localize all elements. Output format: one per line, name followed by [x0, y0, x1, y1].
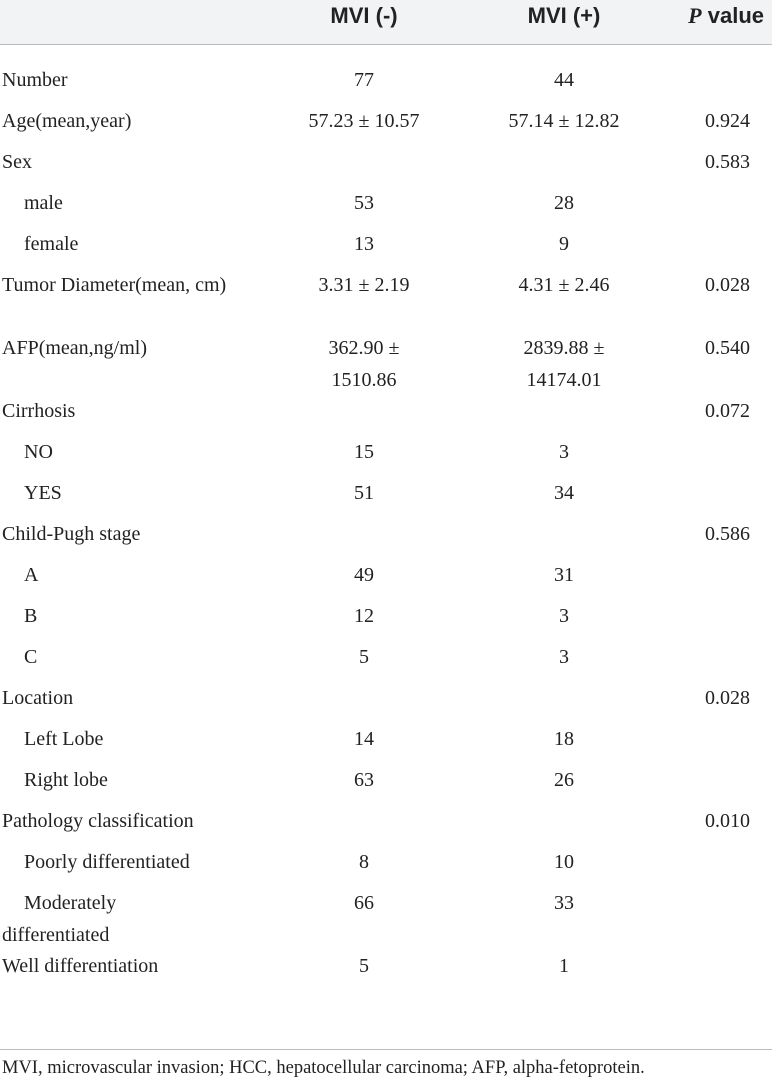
- mvi-negative-value: 5: [359, 646, 369, 668]
- header-p-letter: P: [688, 3, 702, 28]
- p-value: 0.540: [705, 337, 750, 359]
- table-row: [0, 477, 772, 518]
- table-row: [0, 600, 772, 641]
- mvi-positive-value: 10: [554, 851, 574, 873]
- row-label: Sex: [2, 151, 32, 173]
- mvi-negative-value: 63: [354, 769, 374, 791]
- mvi-negative-value: 362.90 ± 1510.86: [328, 337, 400, 391]
- mvi-negative-value: 66: [354, 892, 374, 914]
- mvi-positive-value: 4.31 ± 2.46: [518, 274, 610, 296]
- row-label: Pathology classification: [2, 810, 194, 832]
- row-label: Number: [2, 69, 68, 91]
- mvi-positive-value: 57.14 ± 12.82: [508, 110, 620, 132]
- mvi-positive-value: 18: [554, 728, 574, 750]
- mvi-negative-value: 51: [354, 482, 374, 504]
- row-label: male: [24, 192, 63, 214]
- table-row: [0, 641, 772, 682]
- table-row: [0, 395, 772, 436]
- p-value: 0.072: [705, 400, 750, 422]
- table-row: [0, 228, 772, 269]
- mvi-negative-value: 12: [354, 605, 374, 627]
- mvi-positive-value: 2839.88 ± 14174.01: [523, 337, 605, 391]
- table-row: [0, 332, 772, 395]
- row-label: Well differentiation: [2, 955, 159, 977]
- table-row: [0, 64, 772, 105]
- p-value: 0.924: [705, 110, 750, 132]
- row-label: YES: [24, 482, 62, 504]
- table-row: [0, 146, 772, 187]
- header-mvi-positive: MVI (+): [527, 3, 601, 28]
- mvi-negative-value: 15: [354, 441, 374, 463]
- row-label: Right lobe: [24, 769, 108, 791]
- mvi-positive-value: 3: [559, 605, 569, 627]
- p-value: 0.028: [705, 687, 750, 709]
- table-row: [0, 518, 772, 559]
- row-label: C: [24, 646, 38, 668]
- row-label: Cirrhosis: [2, 400, 76, 422]
- table-row: [0, 187, 772, 228]
- mvi-negative-value: 77: [354, 69, 374, 91]
- mvi-negative-value: 49: [354, 564, 374, 586]
- header-p-value-label: value: [701, 3, 764, 28]
- mvi-positive-value: 3: [559, 441, 569, 463]
- mvi-negative-value: 53: [354, 192, 374, 214]
- p-value: 0.028: [705, 274, 750, 296]
- row-label: Tumor Diameter(mean, cm): [2, 274, 227, 296]
- header-p-value: [644, 0, 764, 44]
- table-row: [0, 950, 772, 991]
- mvi-negative-value: 14: [354, 728, 374, 750]
- table-row: [0, 682, 772, 723]
- mvi-positive-value: 34: [554, 482, 574, 504]
- table-row: [0, 887, 772, 950]
- p-value: 0.586: [705, 523, 750, 545]
- row-label: AFP(mean,ng/ml): [2, 337, 147, 359]
- row-label: female: [24, 233, 79, 255]
- mvi-negative-value: 5: [359, 955, 369, 977]
- row-label: A: [24, 564, 39, 586]
- p-value: 0.010: [705, 810, 750, 832]
- mvi-negative-value: 13: [354, 233, 374, 255]
- p-value: 0.583: [705, 151, 750, 173]
- table-row: [0, 805, 772, 846]
- mvi-positive-value: 1: [559, 955, 569, 977]
- row-label: NO: [24, 441, 53, 463]
- row-label: Location: [2, 687, 74, 709]
- mvi-positive-value: 28: [554, 192, 574, 214]
- mvi-negative-value: 3.31 ± 2.19: [318, 274, 410, 296]
- row-label: Child-Pugh stage: [2, 523, 141, 545]
- row-label: Moderately differentiated: [2, 892, 117, 946]
- header-mvi-negative: MVI (-): [330, 3, 398, 28]
- mvi-positive-value: 26: [554, 769, 574, 791]
- table-row: [0, 105, 772, 146]
- row-label: Left Lobe: [24, 728, 104, 750]
- row-label: Age(mean,year): [2, 110, 132, 132]
- mvi-positive-value: 3: [559, 646, 569, 668]
- table-row: [0, 764, 772, 805]
- mvi-positive-value: 31: [554, 564, 574, 586]
- table-body: [0, 64, 772, 991]
- row-label: Poorly differentiated: [24, 851, 190, 873]
- row-label: B: [24, 605, 38, 627]
- table-row: [0, 846, 772, 887]
- footer-divider: [0, 1049, 772, 1050]
- table-row: [0, 436, 772, 477]
- mvi-negative-value: 8: [359, 851, 369, 873]
- table-header: [0, 0, 772, 45]
- table-row: [0, 269, 772, 332]
- table-footnote: MVI, microvascular invasion; HCC, hepatocellular carcinoma; AFP, alpha-fetoprotein.: [2, 1058, 645, 1078]
- mvi-positive-value: 44: [554, 69, 574, 91]
- table-row: [0, 559, 772, 600]
- mvi-positive-value: 33: [554, 892, 574, 914]
- mvi-negative-value: 57.23 ± 10.57: [308, 110, 420, 132]
- mvi-positive-value: 9: [559, 233, 569, 255]
- table-row: [0, 723, 772, 764]
